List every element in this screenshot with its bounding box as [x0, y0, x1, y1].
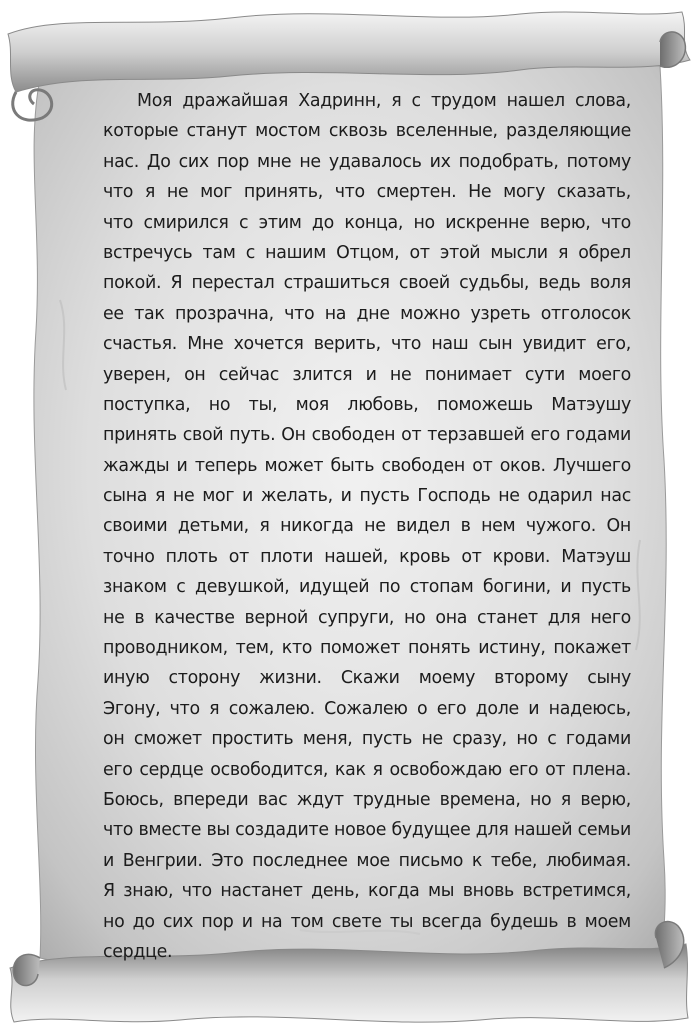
letter-line: но до сих пор и на том свете ты всегда будешь в моем — [103, 911, 631, 932]
letter-line: что смирился с этим до конца, но искренне верю, что — [103, 212, 631, 233]
letter-line: сына я не мог и желать, и пусть Господь не одарил нас — [103, 486, 631, 507]
letter-line: поступка, но ты, моя любовь, поможешь Матэушу — [103, 394, 631, 415]
letter-line: нас. До сих пор мне не удавалось их подобрать, потому — [103, 151, 631, 172]
letter-line: не в качестве верной супруги, но она станет для него — [103, 607, 631, 628]
letter-line: покой. Я перестал страшиться своей судьбы, ведь воля — [103, 273, 631, 294]
bottom-left-curl — [13, 954, 40, 985]
letter-line: что я не мог принять, что смертен. Не могу сказать, — [103, 182, 631, 203]
letter-line: проводником, тем, кто поможет понять истину, покажет — [103, 638, 631, 659]
letter-line: что вместе вы создадите новое будущее для нашей семьи — [103, 820, 631, 841]
letter-line: своими детьми, я никогда не видел в нем чужого. Он — [103, 516, 631, 537]
letter-line: точно плоть от плоти нашей, кровь от крови. Матэуш — [103, 546, 631, 567]
letter-line: он сможет простить меня, пусть не сразу, но с годами — [103, 729, 631, 750]
letter-line: иную сторону жизни. Скажи моему второму сыну — [103, 668, 631, 689]
letter-line: принять свой путь. Он свободен от терзавшей его годами — [103, 425, 631, 446]
letter-line: знаком с девушкой, идущей по стопам богини, и пусть — [103, 577, 631, 598]
letter-line: ее так прозрачна, что на дне можно узреть отголосок — [103, 303, 631, 324]
letter-line: жажды и теперь может быть свободен от оков. Лучшего — [103, 455, 631, 476]
letter-line: встречусь там с нашим Отцом, от этой мысли я обрел — [103, 242, 631, 263]
letter-line: Моя дражайшая Хадринн, я с трудом нашел слова, — [137, 91, 631, 111]
letter-text — [103, 86, 631, 967]
letter-line: которые станут мостом сквозь вселенные, разделяющие — [103, 121, 631, 142]
letter-line: и Венгрии. Это последнее мое письмо к тебе, любимая. — [103, 850, 631, 871]
letter-line: счастья. Мне хочется верить, что наш сын увидит его, — [103, 334, 631, 355]
letter-line: уверен, он сейчас злится и не понимает сути моего — [103, 364, 631, 385]
letter-line: Эгону, что я сожалею. Сожалею о его доле и надеюсь, — [103, 698, 631, 719]
letter-line: Я знаю, что настанет день, когда мы вновь встретимся, — [103, 881, 631, 902]
letter-line: его сердце освободится, как я освобождаю его от плена. — [103, 759, 631, 780]
letter-line: сердце. — [103, 941, 173, 962]
letter-line: Боюсь, впереди вас ждут трудные времена, но я верю, — [103, 789, 631, 810]
